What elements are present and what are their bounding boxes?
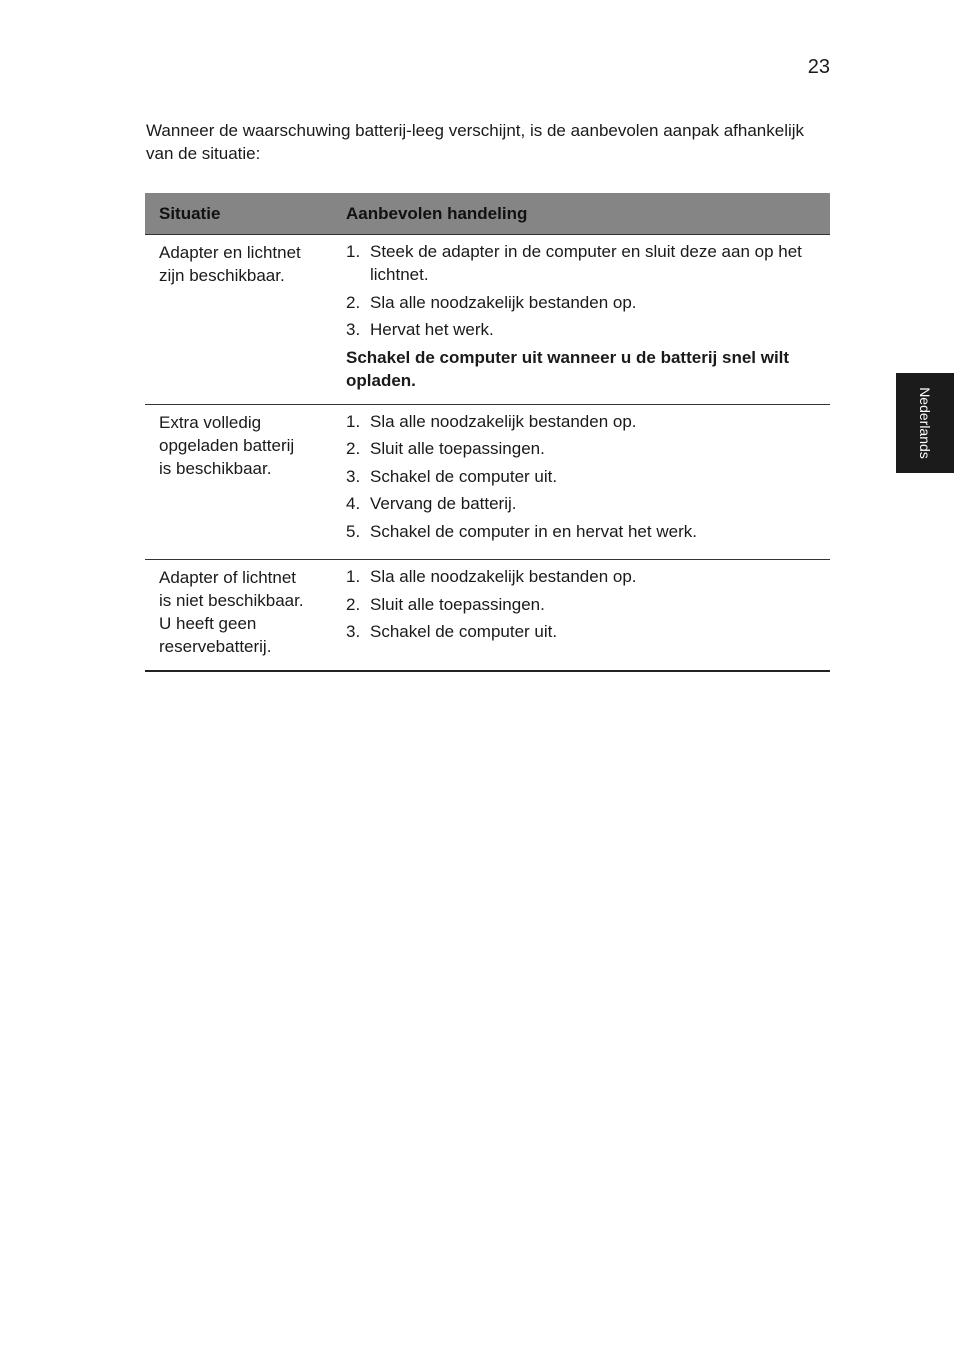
intro-paragraph: Wanneer de waarschuwing batterij-leeg verschijnt, is de aanbevolen aanpak afhankelijk van de situatie: <box>146 121 805 163</box>
language-side-tab <box>896 373 954 473</box>
situation-cell <box>145 235 332 405</box>
list-item <box>346 492 816 515</box>
action-cell <box>332 235 830 405</box>
table-header-row <box>145 193 830 235</box>
list-item <box>346 318 816 341</box>
situation-line: is niet beschikbaar. <box>159 591 304 610</box>
step-number: 4. <box>346 494 361 513</box>
bold-note: Schakel de computer uit wanneer u de batterij snel wilt opladen. <box>346 347 790 390</box>
page-number: 23 <box>807 56 830 78</box>
table-row <box>145 560 830 672</box>
table-row <box>145 404 830 560</box>
list-item <box>346 620 816 643</box>
step-text: Vervang de batterij. <box>370 494 517 513</box>
step-text: Schakel de computer in en hervat het werk. <box>370 521 697 541</box>
situation-line: Extra volledig <box>159 412 262 432</box>
situation-line: is beschikbaar. <box>159 458 272 478</box>
list-item <box>346 593 816 616</box>
step-text: Schakel de computer uit. <box>370 466 558 486</box>
step-number: 5. <box>346 521 361 541</box>
action-cell <box>332 404 830 560</box>
step-number: 1. <box>346 567 361 586</box>
steps-list <box>346 410 816 543</box>
table-row <box>145 235 830 405</box>
situation-line: zijn beschikbaar. <box>159 266 285 285</box>
step-number: 3. <box>346 622 361 641</box>
step-number: 3. <box>346 466 361 486</box>
step-number: 1. <box>346 411 361 431</box>
header-situation: Situatie <box>145 193 332 235</box>
header-recommended-action: Aanbevolen handeling <box>332 193 830 235</box>
step-text: Sluit alle toepassingen. <box>370 594 545 614</box>
step-text: Hervat het werk. <box>370 320 494 339</box>
step-number: 3. <box>346 320 361 339</box>
steps-list <box>346 240 816 341</box>
step-number: 2. <box>346 594 361 614</box>
situation-line: Adapter en lichtnet <box>159 243 301 262</box>
step-text: Sla alle noodzakelijk bestanden op. <box>370 292 637 312</box>
step-text: Schakel de computer uit. <box>370 622 558 641</box>
list-item <box>346 437 816 460</box>
battery-warning-table <box>145 193 830 672</box>
list-item <box>346 240 816 286</box>
list-item <box>346 565 816 588</box>
list-item <box>346 465 816 488</box>
list-item <box>346 520 816 543</box>
step-number: 1. <box>346 242 361 261</box>
situation-cell <box>145 560 332 672</box>
list-item <box>346 291 816 314</box>
step-text: Sla alle noodzakelijk bestanden op. <box>370 567 637 586</box>
language-label: Nederlands <box>917 387 933 459</box>
situation-line: Adapter of lichtnet <box>159 568 297 587</box>
step-text: Sluit alle toepassingen. <box>370 439 545 458</box>
list-item <box>346 410 816 433</box>
step-text: Steek de adapter in de computer en sluit deze aan op het lichtnet. <box>370 242 802 284</box>
situation-cell <box>145 404 332 560</box>
step-number: 2. <box>346 439 361 458</box>
step-number: 2. <box>346 292 361 312</box>
step-text: Sla alle noodzakelijk bestanden op. <box>370 411 637 431</box>
situation-line: U heeft geen <box>159 614 257 633</box>
situation-line: reservebatterij. <box>159 637 272 656</box>
situation-line: opgeladen batterij <box>159 435 295 455</box>
action-cell <box>332 560 830 672</box>
steps-list <box>346 565 816 643</box>
